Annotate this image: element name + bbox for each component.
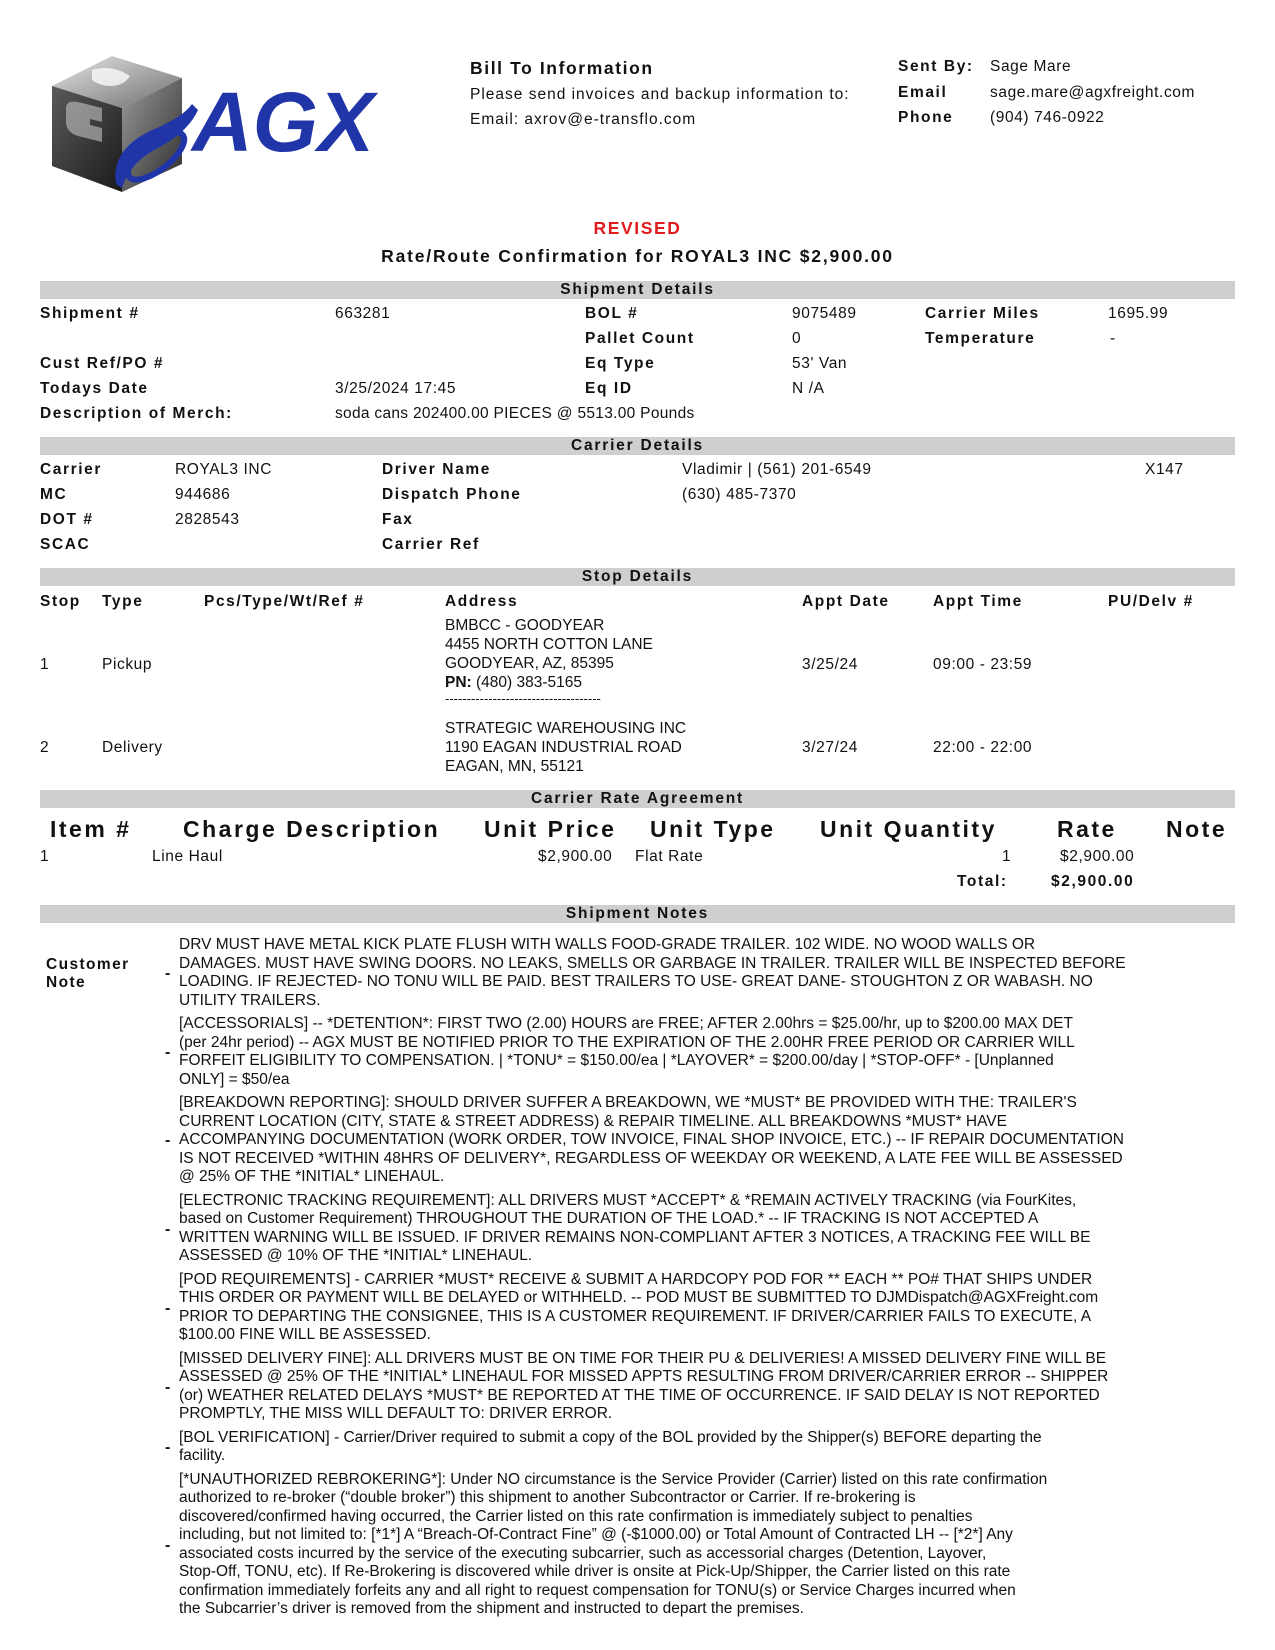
- sent-by-label: Sent By:: [898, 58, 974, 75]
- carrier-name: ROYAL3 INC: [175, 461, 273, 478]
- mc-label: MC: [40, 486, 68, 503]
- scac-label: SCAC: [40, 536, 91, 553]
- note-line: [ELECTRONIC TRACKING REQUIREMENT]: ALL DRIVERS MUST *ACCEPT* & *REMAIN ACTIVELY TRACKING (via FourKites,: [179, 1191, 1077, 1209]
- rate-col-rate: Rate: [1057, 816, 1117, 842]
- carrier-miles-label: Carrier Miles: [925, 305, 1040, 322]
- label-line: Customer: [46, 956, 130, 973]
- rate-col-unit-price: Unit Price: [484, 816, 617, 842]
- address-line: 4455 NORTH COTTON LANE: [445, 636, 653, 653]
- dot-number: 2828543: [175, 511, 240, 528]
- email-value: sage.mare@agxfreight.com: [990, 84, 1196, 101]
- note-line: CURRENT LOCATION (CITY, STATE & STREET ADDRESS) & REPAIR TIMELINE. ALL BREAKDOWNS *MUST* HAVE: [179, 1112, 1007, 1130]
- note-line: [POD REQUIREMENTS] - CARRIER *MUST* RECEIVE & SUBMIT A HARDCOPY POD FOR ** EACH ** PO# THAT SHIPS UNDER: [179, 1270, 1093, 1288]
- label-line: Note: [46, 974, 87, 991]
- merch-description: soda cans 202400.00 PIECES @ 5513.00 Pounds: [335, 405, 695, 422]
- note-line: [*UNAUTHORIZED REBROKERING*]: Under NO circumstance is the Service Provider (Carrier) listed on this rate confirmation: [179, 1470, 1048, 1488]
- note-bullet: -: [165, 1378, 171, 1396]
- todays-date-label: Todays Date: [40, 380, 149, 397]
- merch-description-label: Description of Merch:: [40, 405, 233, 422]
- stop-1-appt-date: 3/25/24: [802, 656, 858, 673]
- carrier-label: Carrier: [40, 461, 103, 478]
- col-address: Address: [445, 593, 519, 610]
- note-paragraph: [160, 1471, 1240, 1619]
- col-appt-date: Appt Date: [802, 593, 890, 610]
- note-line: THIS ORDER OR PAYMENT WILL BE DELAYED or WITHHELD. -- POD MUST BE SUBMITTED TO DJMDispatch@AGXFreight.com: [179, 1289, 1099, 1306]
- dispatch-phone-label: Dispatch Phone: [382, 486, 522, 503]
- driver-name-label: Driver Name: [382, 461, 491, 478]
- note-line: discovered/confirmed having occurred, the Carrier listed on this rate confirmation is immediately subject to penalties: [179, 1507, 973, 1525]
- carrier-ref-label: Carrier Ref: [382, 536, 480, 553]
- stop-2-number: 2: [40, 739, 50, 756]
- note-line: confirmation immediately forfeits any and all right to request compensation for TONU(s) or Service Charges incurred when: [179, 1581, 1016, 1599]
- note-line: authorized to re-broker (“double broker”) this shipment to another Subcontractor or Carrier. If re-brokering is: [179, 1489, 916, 1506]
- rate-value: $2,900.00: [1060, 848, 1135, 865]
- note-line: [BREAKDOWN REPORTING]: SHOULD DRIVER SUFFER A BREAKDOWN, WE *MUST* BE PROVIDED WITH THE: TRAILER'S: [179, 1094, 1077, 1111]
- note-line: including, but not limited to: [*1*] A “Breach-Of-Contract Fine” @ (-$1000.00) or Total Amount of Contracted LH -- [*2*] Any: [179, 1526, 1013, 1543]
- cust-ref-label: Cust Ref/PO #: [40, 355, 165, 372]
- note-line: FORFEIT ELIGIBILITY TO COMPENSATION. | *TONU* = $150.00/ea | *LAYOVER* = $200.00/day | *STOP-OFF* - [Unplanned: [179, 1052, 1054, 1069]
- pallet-count-label: Pallet Count: [585, 330, 695, 347]
- note-line: associated costs incurred by the service of the executing subcarrier, such as accessorial charges (Detention, Layover,: [179, 1544, 987, 1562]
- col-type: Type: [102, 593, 144, 610]
- note-bullet: -: [165, 1536, 171, 1554]
- stop-1-number: 1: [40, 656, 50, 673]
- note-bullet: -: [165, 1220, 171, 1238]
- note-line: the Subcarrier’s driver is removed from the shipment and instructed to depart the premises.: [179, 1600, 804, 1617]
- bill-to-email: Email: axrov@e-transflo.com: [470, 111, 697, 128]
- rate-unit-type: Flat Rate: [635, 848, 704, 865]
- note-line: [BOL VERIFICATION] - Carrier/Driver required to submit a copy of the BOL provided by the Shipper(s) BEFORE departing the: [179, 1428, 1042, 1446]
- customer-note-label: [46, 956, 130, 992]
- note-paragraph: [160, 1429, 1240, 1466]
- note-line: UTILITY TRAILERS.: [179, 991, 321, 1009]
- note-bullet: -: [165, 1439, 171, 1456]
- dot-label: DOT #: [40, 511, 94, 528]
- note-paragraph: [160, 1192, 1240, 1266]
- pn-value: (480) 383-5165: [476, 674, 583, 691]
- col-pcs: Pcs/Type/Wt/Ref #: [204, 593, 365, 610]
- eq-id: N /A: [792, 380, 825, 397]
- total-value: $2,900.00: [1051, 873, 1135, 890]
- pallet-count: 0: [792, 330, 802, 347]
- mc-number: 944686: [175, 486, 231, 503]
- eq-id-label: Eq ID: [585, 380, 633, 397]
- note-line: ASSESSED @ 10% OF THE *INITIAL* LINEHAUL.: [179, 1247, 533, 1264]
- pickup-phone: [445, 673, 653, 692]
- truck-number: X147: [1145, 461, 1184, 478]
- temperature: -: [1110, 330, 1116, 347]
- revised-status: REVISED: [593, 218, 682, 238]
- bol-value: 9075489: [792, 305, 857, 322]
- shipment-number-label: Shipment #: [40, 305, 140, 322]
- note-bullet: -: [165, 1132, 171, 1150]
- rate-col-item: Item #: [50, 816, 132, 842]
- note-line: ONLY] = $50/ea: [179, 1070, 290, 1088]
- note-paragraph: [160, 1271, 1240, 1345]
- bill-to-title: Bill To Information: [470, 58, 654, 78]
- shipment-number: 663281: [335, 305, 391, 322]
- shipment-details-header: Shipment Details: [40, 281, 1235, 299]
- note-line: [MISSED DELIVERY FINE]: ALL DRIVERS MUST BE ON TIME FOR THEIR PU & DELIVERIES! A MISSED DELIVERY FINE WILL BE: [179, 1349, 1107, 1367]
- bol-label: BOL #: [585, 305, 639, 322]
- note-bullet: -: [165, 965, 171, 982]
- stop-1-address: [445, 616, 653, 706]
- address-line: BMBCC - GOODYEAR: [445, 617, 605, 634]
- document-title: Rate/Route Confirmation for ROYAL3 INC $2,900.00: [381, 246, 894, 266]
- rate-col-unit-type: Unit Type: [650, 816, 776, 842]
- col-stop: Stop: [40, 593, 81, 610]
- stop-2-appt-time: 22:00 - 22:00: [933, 739, 1033, 756]
- rate-item: 1: [40, 848, 50, 865]
- note-line: ASSESSED @ 25% OF THE *INITIAL* LINEHAUL FOR MISSED APPTS RESULTING FROM DRIVER/CARRIER ERROR -- SHIPPER: [179, 1368, 1109, 1385]
- fax-label: Fax: [382, 511, 414, 528]
- note-line: WRITTEN WARNING WILL BE ISSUED. IF DRIVER REMAINS NON-COMPLIANT AFTER 3 NOTICES, A TRACKING FEE WILL BE: [179, 1228, 1091, 1246]
- note-bullet: -: [165, 1044, 171, 1061]
- pn-label: PN:: [445, 674, 472, 691]
- col-appt-time: Appt Time: [933, 593, 1023, 610]
- note-paragraph: [160, 1094, 1240, 1187]
- note-line: $100.00 FINE WILL BE ASSESSED.: [179, 1326, 431, 1343]
- note-line: (per 24hr period) -- AGX MUST BE NOTIFIED PRIOR TO THE EXPIRATION OF THE 2.00HR FREE PERIOD OR CARRIER WILL: [179, 1033, 1075, 1051]
- note-line: DRV MUST HAVE METAL KICK PLATE FLUSH WITH WALLS FOOD-GRADE TRAILER. 102 WIDE. NO WOOD WALLS OR: [179, 936, 1036, 953]
- note-line: @ 25% OF THE *INITIAL* LINEHAUL.: [179, 1168, 445, 1185]
- address-line: STRATEGIC WAREHOUSING INC: [445, 720, 687, 737]
- carrier-details-header: Carrier Details: [40, 437, 1235, 455]
- note-paragraph: [160, 1350, 1240, 1424]
- stop-1-appt-time: 09:00 - 23:59: [933, 656, 1033, 673]
- note-paragraph: [160, 1015, 1240, 1089]
- note-paragraph: [160, 936, 1240, 1010]
- driver-name: Vladimir | (561) 201-6549: [682, 461, 872, 478]
- note-line: [ACCESSORIALS] -- *DETENTION*: FIRST TWO (2.00) HOURS are FREE; AFTER 2.00hrs = $25.00/hr, up to $200.00 MAX DET: [179, 1015, 1073, 1032]
- note-line: DAMAGES. MUST HAVE SWING DOORS. NO LEAKS, SMELLS OR GARBAGE IN TRAILER. TRAILER WILL BE INSPECTED BEFORE: [179, 954, 1126, 972]
- sent-by-value: Sage Mare: [990, 58, 1072, 75]
- rate-unit-quantity: 1: [1002, 848, 1012, 865]
- note-line: Stop-Off, TONU, etc). If Re-Brokering is discovered while driver is onsite at Pick-Up/Shipper, the Carrier listed on this rate: [179, 1563, 1011, 1580]
- svg-text:AGX: AGX: [192, 75, 375, 169]
- address-line: GOODYEAR, AZ, 85395: [445, 655, 614, 672]
- rate-description: Line Haul: [152, 848, 223, 865]
- note-line: based on Customer Requirement) THROUGHOUT THE DURATION OF THE LOAD.* -- IF TRACKING IS NOT ACCEPTED A: [179, 1210, 1039, 1227]
- carrier-miles: 1695.99: [1108, 305, 1169, 322]
- dispatch-phone: (630) 485-7370: [682, 486, 797, 503]
- note-line: PRIOR TO DEPARTING THE CONSIGNEE, THIS IS A CUSTOMER REQUIREMENT. IF DRIVER/CARRIER FAILS TO EXECUTE, A: [179, 1307, 1092, 1325]
- address-line: 1190 EAGAN INDUSTRIAL ROAD: [445, 739, 682, 756]
- eq-type: 53' Van: [792, 355, 848, 372]
- rate-agreement-header: Carrier Rate Agreement: [40, 790, 1235, 808]
- rate-unit-price: $2,900.00: [538, 848, 613, 865]
- agx-logo: [52, 56, 412, 202]
- stop-2-appt-date: 3/27/24: [802, 739, 858, 756]
- bill-to-line1: Please send invoices and backup information to:: [470, 86, 850, 103]
- rate-col-note: Note: [1166, 816, 1228, 842]
- note-line: facility.: [179, 1447, 226, 1464]
- todays-date: 3/25/2024 17:45: [335, 380, 457, 397]
- customer-notes-list: [160, 936, 1240, 1624]
- note-line: IS NOT RECEIVED *WITHIN 48HRS OF DELIVERY*, REGARDLESS OF WEEKDAY OR WEEKEND, A LATE FEE WILL BE ASSESSED: [179, 1149, 1123, 1167]
- total-label: Total:: [957, 873, 1008, 890]
- col-pu-delv: PU/Delv #: [1108, 593, 1194, 610]
- eq-type-label: Eq Type: [585, 355, 656, 372]
- stop-1-type: Pickup: [102, 656, 153, 673]
- stop-2-type: Delivery: [102, 739, 163, 756]
- rate-col-description: Charge Description: [183, 816, 441, 842]
- note-line: PROMPTLY, THE MISS WILL DEFAULT TO: DRIVER ERROR.: [179, 1405, 613, 1422]
- rate-col-unit-quantity: Unit Quantity: [820, 816, 997, 842]
- stop-details-header: Stop Details: [40, 568, 1235, 586]
- note-bullet: -: [165, 1299, 171, 1317]
- phone-value: (904) 746-0922: [990, 109, 1105, 126]
- note-line: ACCOMPANYING DOCUMENTATION (WORK ORDER, TOW INVOICE, FINAL SHOP INVOICE, ETC.) -- IF REPAIR DOCUMENTATION: [179, 1131, 1124, 1148]
- note-line: LOADING. IF REJECTED- NO TONU WILL BE PAID. BEST TRAILERS TO USE- GREAT DANE- STOUGHTON Z OR WABASH. NO: [179, 973, 1093, 990]
- stop-2-address: [445, 719, 686, 776]
- agx-cube-icon: [52, 56, 412, 202]
- stop-separator: ------------------------------------: [445, 691, 601, 706]
- address-line: EAGAN, MN, 55121: [445, 758, 584, 775]
- email-label: Email: [898, 84, 948, 101]
- note-line: (or) WEATHER RELATED DELAYS *MUST* BE REPORTED AT THE TIME OF OCCURRENCE. IF SAID DELAY IS NOT REPORTED: [179, 1386, 1100, 1404]
- shipment-notes-header: Shipment Notes: [40, 905, 1235, 923]
- temperature-label: Temperature: [925, 330, 1036, 347]
- phone-label: Phone: [898, 109, 954, 126]
